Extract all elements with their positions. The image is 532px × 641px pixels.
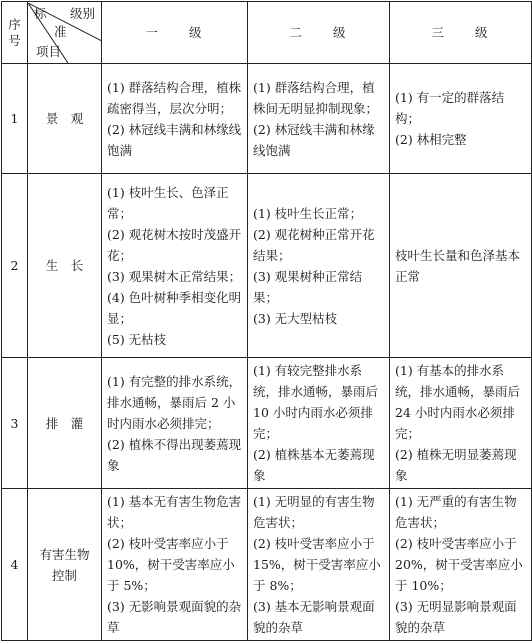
header-diagonal (28, 3, 101, 63)
row-item: 景 观 (28, 64, 102, 174)
table-row (2, 174, 532, 358)
row-level-2: (1) 枝叶生长正常； (2) 观花树种正常开花结果； (3) 观果树种正常结果； (3) 无大型枯枝 (248, 174, 390, 358)
row-level-2: (1) 群落结构合理，植株间无明显抑制现象； (2) 林冠线丰满和林缘线饱满 (248, 64, 390, 174)
row-level-1: (1) 有完整的排水系统，排水通畅，暴雨后 2 小时内雨水必须排完； (2) 植株不得出现萎蔫现象 (102, 358, 248, 489)
row-level-2: (1) 有较完整排水系统，排水通畅，暴雨后 10 小时内雨水必须排完； (2) 植株基本无萎蔫现象 (248, 358, 390, 489)
header-corner-cell (28, 2, 102, 64)
row-seq: 2 (2, 174, 28, 358)
maintenance-standards-table (1, 1, 532, 641)
row-level-1: (1) 枝叶生长、色泽正常； (2) 观花树木按时茂盛开花； (3) 观果树木正常结果； (4) 色叶树种季相变化明显； (5) 无枯枝 (102, 174, 248, 358)
header-level-2: 二 级 (248, 2, 390, 64)
corner-standard-label: 标 (34, 5, 47, 21)
row-level-3: (1) 有一定的群落结构； (2) 林相完整 (390, 64, 532, 174)
row-item: 生 长 (28, 174, 102, 358)
row-seq: 1 (2, 64, 28, 174)
row-item: 有害生物 控制 (28, 489, 102, 641)
table-row (2, 64, 532, 174)
corner-item-label: 项目 (36, 43, 62, 59)
row-level-3: 枝叶生长量和色泽基本正常 (390, 174, 532, 358)
header-seq (2, 2, 28, 64)
row-level-1: (1) 群落结构合理，植株疏密得当，层次分明； (2) 林冠线丰满和林缘线饱满 (102, 64, 248, 174)
header-level-1: 一 级 (102, 2, 248, 64)
row-level-1: (1) 基本无有害生物危害状； (2) 枝叶受害率应小于 10%，树干受害率应小于 5%； (3) 无影响景观面貌的杂草 (102, 489, 248, 641)
row-item: 排 灌 (28, 358, 102, 489)
header-row (2, 2, 532, 64)
corner-level-label: 级别 (70, 5, 96, 21)
row-seq: 4 (2, 489, 28, 641)
row-level-3: (1) 无严重的有害生物危害状； (2) 枝叶受害率应小于 20%，树干受害率应小于 10%； (3) 无明显影响景观面貌的杂草 (390, 489, 532, 641)
header-seq-label: 序 号 (8, 16, 21, 48)
row-level-2: (1) 无明显的有害生物危害状； (2) 枝叶受害率应小于 15%，树干受害率应小于 8%； (3) 基本无影响景观面貌的杂草 (248, 489, 390, 641)
row-level-3: (1) 有基本的排水系统，排水通畅，暴雨后 24 小时内雨水必须排完； (2) 植株无明显萎蔫现象 (390, 358, 532, 489)
table-row (2, 358, 532, 489)
corner-standard-label-2: 准 (54, 23, 67, 39)
header-level-3: 三 级 (390, 2, 532, 64)
table-row (2, 489, 532, 641)
row-seq: 3 (2, 358, 28, 489)
